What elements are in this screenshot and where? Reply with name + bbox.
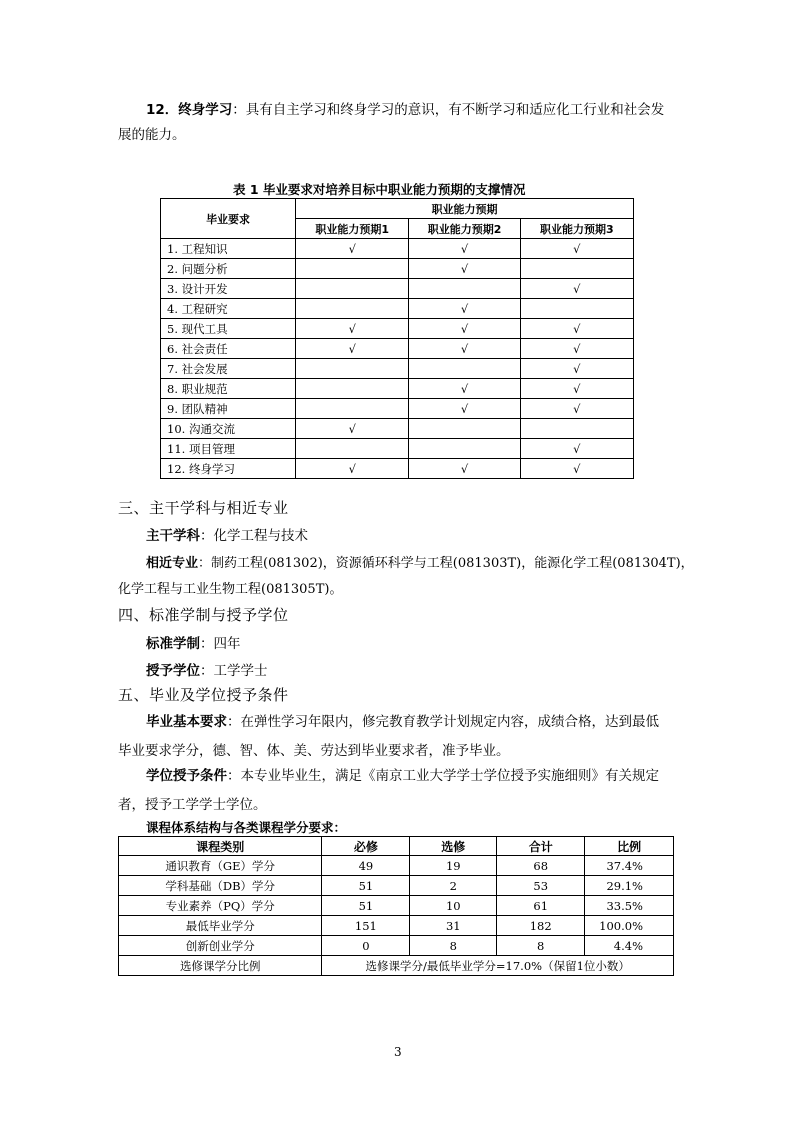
requirement-label: 7. 社会发展 <box>161 359 296 379</box>
table-row <box>119 916 674 936</box>
requirement-label: 9. 团队精神 <box>161 399 296 419</box>
credits-cell: 51 <box>322 896 410 916</box>
requirement-label: 12. 终身学习 <box>161 459 296 479</box>
credits-table <box>118 836 674 976</box>
credits-cell: 49 <box>322 856 410 876</box>
table-row <box>161 319 634 339</box>
credits-cell: 4.4% <box>585 936 674 956</box>
check-cell <box>296 399 409 419</box>
credits-cell: 100.0% <box>585 916 674 936</box>
check-cell: √ <box>409 259 520 279</box>
credits-cell: 53 <box>497 876 585 896</box>
check-cell: √ <box>409 239 520 259</box>
check-cell <box>520 299 633 319</box>
credits-cell: 61 <box>497 896 585 916</box>
graduation-paragraph <box>118 710 674 764</box>
section3-heading: 三、主干学科与相近专业 <box>118 499 289 517</box>
table1-caption: 表 1 毕业要求对培养目标中职业能力预期的支撑情况 <box>233 182 526 197</box>
credits-cell: 33.5% <box>585 896 674 916</box>
check-cell: √ <box>520 239 633 259</box>
credits-cell: 151 <box>322 916 410 936</box>
requirement-label: 11. 项目管理 <box>161 439 296 459</box>
credits-col-header: 比例 <box>585 837 674 856</box>
graduation-label: 毕业基本要求 <box>146 714 227 730</box>
check-cell: √ <box>296 339 409 359</box>
table-row <box>161 259 634 279</box>
credits-col-header: 选修 <box>410 837 497 856</box>
check-cell: √ <box>296 459 409 479</box>
credits-cell: 学科基础（DB）学分 <box>119 876 322 896</box>
requirement-label: 2. 问题分析 <box>161 259 296 279</box>
col-group-header: 职业能力预期 <box>296 199 634 219</box>
check-cell: √ <box>520 459 633 479</box>
related-majors-line <box>118 552 694 571</box>
check-cell: √ <box>520 339 633 359</box>
table-row <box>161 419 634 439</box>
table-row <box>119 936 674 956</box>
table-row <box>161 399 634 419</box>
check-cell: √ <box>296 319 409 339</box>
table-row <box>161 459 634 479</box>
degree-conditions-label: 学位授予条件 <box>146 768 227 784</box>
check-cell: √ <box>520 379 633 399</box>
elective-ratio-text: 选修课学分/最低毕业学分=17.0%（保留1位小数） <box>322 956 674 976</box>
requirement-label: 4. 工程研究 <box>161 299 296 319</box>
credits-cell: 2 <box>410 876 497 896</box>
degree-label: 授予学位 <box>146 663 200 679</box>
main-discipline-line <box>118 524 308 544</box>
check-cell <box>296 359 409 379</box>
main-discipline-text: ：化学工程与技术 <box>200 528 308 544</box>
section5-heading: 五、毕业及学位授予条件 <box>118 686 289 704</box>
item-12-paragraph <box>118 98 674 148</box>
degree-conditions-text: ：本专业毕业生，满足《南京工业大学学士学位授予实施细则》有关规定 <box>227 768 659 784</box>
degree-conditions-text-cont: 者，授予工学学士学位。 <box>118 797 267 813</box>
support-table <box>160 198 634 479</box>
requirement-label: 8. 职业规范 <box>161 379 296 399</box>
check-cell: √ <box>409 339 520 359</box>
credits-cell: 19 <box>410 856 497 876</box>
check-cell <box>296 439 409 459</box>
credits-cell: 68 <box>497 856 585 876</box>
check-cell: √ <box>296 419 409 439</box>
credits-col-header: 必修 <box>322 837 410 856</box>
col-requirement-header: 毕业要求 <box>161 199 296 239</box>
credits-col-header: 课程类别 <box>119 837 322 856</box>
table-row <box>161 239 634 259</box>
check-cell <box>409 359 520 379</box>
requirement-label: 1. 工程知识 <box>161 239 296 259</box>
requirement-label: 6. 社会责任 <box>161 339 296 359</box>
table-row <box>119 856 674 876</box>
check-cell <box>409 419 520 439</box>
table-row <box>161 279 634 299</box>
check-cell: √ <box>520 399 633 419</box>
check-cell <box>409 439 520 459</box>
duration-label: 标准学制 <box>146 636 200 652</box>
check-cell <box>296 279 409 299</box>
credits-cell: 37.4% <box>585 856 674 876</box>
credits-cell: 8 <box>497 936 585 956</box>
item-12-text-cont: 展的能力。 <box>118 127 186 143</box>
elective-ratio-label: 选修课学分比例 <box>119 956 322 976</box>
check-cell: √ <box>409 459 520 479</box>
credits-cell: 8 <box>410 936 497 956</box>
col-header-3: 职业能力预期3 <box>520 219 633 239</box>
main-discipline-label: 主干学科 <box>146 528 200 544</box>
credits-cell: 31 <box>410 916 497 936</box>
degree-text: ：工学学士 <box>200 663 268 679</box>
col-header-1: 职业能力预期1 <box>296 219 409 239</box>
check-cell: √ <box>409 399 520 419</box>
check-cell: √ <box>520 439 633 459</box>
credits-cell: 182 <box>497 916 585 936</box>
table-row <box>161 379 634 399</box>
credits-col-header: 合计 <box>497 837 585 856</box>
related-majors-text: ：制药工程(081302)，资源循环科学与工程(081303T)，能源化学工程(081304T)， <box>198 556 694 571</box>
check-cell <box>296 259 409 279</box>
check-cell <box>520 419 633 439</box>
credits-cell: 51 <box>322 876 410 896</box>
credits-cell: 专业素养（PQ）学分 <box>119 896 322 916</box>
check-cell <box>409 279 520 299</box>
check-cell: √ <box>520 279 633 299</box>
credits-cell: 创新创业学分 <box>119 936 322 956</box>
requirement-label: 10. 沟通交流 <box>161 419 296 439</box>
credits-cell: 29.1% <box>585 876 674 896</box>
graduation-text-cont: 毕业要求学分，德、智、体、美、劳达到毕业要求者，准予毕业。 <box>118 743 510 759</box>
degree-conditions-paragraph <box>118 764 674 818</box>
credits-cell: 通识教育（GE）学分 <box>119 856 322 876</box>
requirement-label: 3. 设计开发 <box>161 279 296 299</box>
check-cell <box>296 379 409 399</box>
requirement-label: 5. 现代工具 <box>161 319 296 339</box>
check-cell: √ <box>409 299 520 319</box>
check-cell <box>296 299 409 319</box>
related-majors-label: 相近专业 <box>146 556 199 571</box>
credits-cell: 0 <box>322 936 410 956</box>
check-cell: √ <box>409 319 520 339</box>
section4-heading: 四、标准学制与授予学位 <box>118 606 289 624</box>
page-number: 3 <box>394 1045 402 1059</box>
table-row <box>119 876 674 896</box>
item-12-text: ：具有自主学习和终身学习的意识，有不断学习和适应化工行业和社会发 <box>232 102 665 118</box>
table-row <box>161 359 634 379</box>
credits-cell: 最低毕业学分 <box>119 916 322 936</box>
table-row <box>161 439 634 459</box>
check-cell: √ <box>296 239 409 259</box>
check-cell: √ <box>520 319 633 339</box>
check-cell: √ <box>409 379 520 399</box>
degree-line <box>118 659 268 679</box>
related-majors-cont: 化学工程与工业生物工程(081305T)。 <box>118 582 343 597</box>
check-cell <box>520 259 633 279</box>
credits-cell: 10 <box>410 896 497 916</box>
check-cell: √ <box>520 359 633 379</box>
duration-text: ：四年 <box>200 636 241 652</box>
table-row <box>161 339 634 359</box>
table2-caption: 课程体系结构与各类课程学分要求： <box>146 820 347 835</box>
item-12-title: 12．终身学习 <box>146 102 233 118</box>
table-row <box>119 896 674 916</box>
duration-line <box>118 632 241 652</box>
table-row <box>161 299 634 319</box>
col-header-2: 职业能力预期2 <box>409 219 520 239</box>
graduation-text: ：在弹性学习年限内，修完教育教学计划规定内容，成绩合格，达到最低 <box>227 714 659 730</box>
